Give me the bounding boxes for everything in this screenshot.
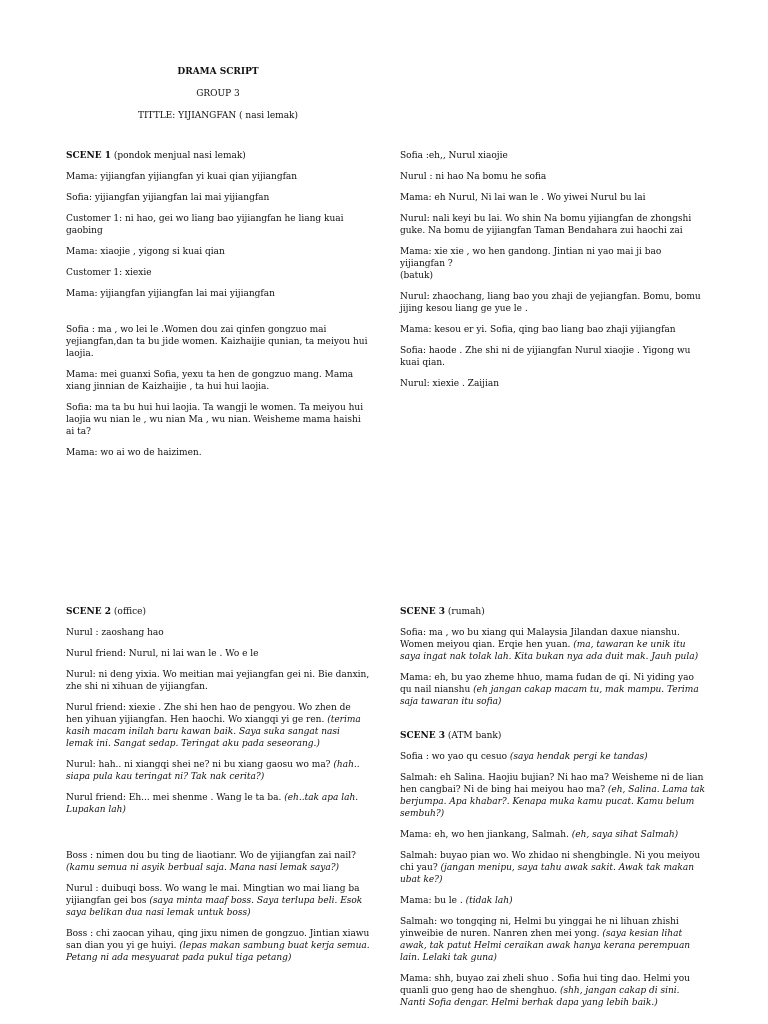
dialogue-line: Nurul: zhaochang, liang bao you zhaji de yejiangfan. Bomu, bomu jijing kesou liang ge yue le . xyxy=(400,292,701,314)
dialogue-line: Nurul: hah.. ni xiangqi shei ne? ni bu xiang gaosu wo ma? (hah.. siapa pula kau teringat ni? Tak nak cerita?) xyxy=(66,760,360,782)
translation: (lepas makan sambung buat kerja semua. Petang ni ada mesyuarat pada pukul tiga petang) xyxy=(66,941,370,963)
translation: (hah.. siapa pula kau teringat ni? Tak nak cerita?) xyxy=(66,760,360,782)
dialogue-line: Nurul : zaoshang hao xyxy=(66,628,164,638)
scene-3-heading xyxy=(400,606,706,618)
scene-2-column xyxy=(66,606,370,973)
translation: (jangan menipu, saya tahu awak sakit. Awak tak makan ubat ke?) xyxy=(400,863,695,885)
translation: (saya kesian lihat awak, tak patut Helmi ceraikan awak hanya kerana perempuan lain. Lelaki tak guna) xyxy=(400,929,691,963)
dialogue-line: Mama: eh Nurul, Ni lai wan le . Wo yiwei Nurul bu lai xyxy=(400,193,646,203)
dialogue-line: Mama: xie xie , wo hen gandong. Jintian ni yao mai ji bao yijiangfan ? xyxy=(400,247,662,269)
document-title: DRAMA SCRIPT xyxy=(177,67,259,77)
dialogue-line: Mama: bu le . (tidak lah) xyxy=(400,896,513,906)
translation: (eh..tak apa lah. Lupakan lah) xyxy=(66,793,359,815)
dialogue-line: Nurul: xiexie . Zaijian xyxy=(400,379,500,389)
dialogue-line: Mama: eh, wo hen jiankang, Salmah. (eh, saya sihat Salmah) xyxy=(400,830,679,840)
dialogue-line: Sofia: ma ta bu hui hui laojia. Ta wangji le women. Ta meiyou hui laojia wu nian le , wu nian Ma , wu nian. Weisheme mama haishi ai ta? xyxy=(66,403,364,437)
dialogue-line: Nurul : ni hao Na bomu he sofia xyxy=(400,172,547,182)
dialogue-line: Sofia: haode . Zhe shi ni de yijiangfan Nurul xiaojie . Yigong wu kuai qian. xyxy=(400,346,691,368)
scene-1-heading xyxy=(66,150,370,162)
dialogue-line: Boss : nimen dou bu ting de liaotianr. Wo de yijiangfan zai nail? (kamu semua ni asyik berbual saja. Mana nasi lemak saya?) xyxy=(66,851,356,873)
dialogue-line: Customer 1: xiexie xyxy=(66,268,152,278)
scene-3-atm-heading xyxy=(400,730,706,742)
scene-heading: SCENE 3 xyxy=(400,731,446,741)
dialogue-line: Mama: yijiangfan yijiangfan lai mai yijiangfan xyxy=(66,289,275,299)
stage-direction: (batuk) xyxy=(400,271,434,281)
dialogue-line: Salmah: wo tongqing ni, Helmi bu yinggai he ni lihuan zhishi yinweibie de nuren. Nanren zhen mei yong. (saya kesian lihat awak, tak patut Helmi ceraikan awak hanya kerana perempuan lain. Lelaki tak guna) xyxy=(400,917,691,963)
dialogue-line: Sofia :eh,, Nurul xiaojie xyxy=(400,151,508,161)
dialogue-line: Nurul friend: Nurul, ni lai wan le . Wo e le xyxy=(66,649,259,659)
dialogue-line: Mama: xiaojie , yigong si kuai qian xyxy=(66,247,225,257)
dialogue-line: Nurul friend: Eh... mei shenme . Wang le ta ba. (eh..tak apa lah. Lupakan lah) xyxy=(66,793,359,815)
dialogue-line: Sofia : ma , wo lei le .Women dou zai qinfen gongzuo mai yejiangfan,dan ta bu jide women. Kaizhaijie qunian, ta meiyou hui laojia. xyxy=(66,325,368,359)
scene-location: (rumah) xyxy=(447,607,485,617)
translation: (kamu semua ni asyik berbual saja. Mana nasi lemak saya?) xyxy=(66,863,340,873)
dialogue-line: Salmah: buyao pian wo. Wo zhidao ni shengbingle. Ni you meiyou chi yau? (jangan menipu, saya tahu awak sakit. Awak tak makan ubat ke?) xyxy=(400,851,701,885)
dialogue-line: Boss : chi zaocan yihau, qing jixu nimen de gongzuo. Jintian xiawu san dian you yi ge huiyi. (lepas makan sambung buat kerja semua. Petang ni ada mesyuarat pada pukul tiga petang) xyxy=(66,929,370,963)
translation: (ma, tawaran ke unik itu saya ingat nak tolak lah. Kita bukan nya ada duit mak. Jauh pula) xyxy=(400,640,699,662)
scene-1-column xyxy=(66,150,370,468)
dialogue-line: Nurul: nali keyi bu lai. Wo shin Na bomu yijiangfan de zhongshi guke. Na bomu de yijiangfan Taman Bendahara zui haochi zai xyxy=(400,214,692,236)
dialogue-line: Nurul friend: xiexie . Zhe shi hen hao de pengyou. Wo zhen de hen yihuan yijiangfan. Hen haochi. Wo xiangqi yi ge ren. (terima kasih macam inilah baru kawan baik. Saya suka sangat nasi lemak ini. Sangat sedap. Teringat aku pada seseorang.) xyxy=(66,703,361,749)
translation: (saya minta maaf boss. Saya terlupa beli. Esok saya belikan dua nasi lemak untuk boss) xyxy=(66,896,363,918)
dialogue-line: Salmah: eh Salina. Haojiu bujian? Ni hao ma? Weisheme ni de lian hen cangbai? Ni de bing hai meiyou hao ma? (eh, Salina. Lama tak berjumpa. Apa khabar?. Kenapa muka kamu pucat. Kamu belum sembuh?) xyxy=(400,773,705,819)
dialogue-line: Sofia : wo yao qu cesuo (saya hendak pergi ke tandas) xyxy=(400,752,648,762)
translation: (saya hendak pergi ke tandas) xyxy=(509,752,648,762)
group-label: GROUP 3 xyxy=(196,89,240,99)
dialogue-line: Mama: yijiangfan yijiangfan yi kuai qian yijiangfan xyxy=(66,172,298,182)
dialogue-line: Mama: kesou er yi. Sofia, qing bao liang bao zhaji yijiangfan xyxy=(400,325,676,335)
dialogue-line: Mama: wo ai wo de haizimen. xyxy=(66,448,202,458)
dialogue-line: Sofia: ma , wo bu xiang qui Malaysia Jilandan daxue nianshu. Women meiyou qian. Erqie hen yuan. (ma, tawaran ke unik itu saya ingat nak tolak lah. Kita bukan nya ada duit mak. Jauh pula) xyxy=(400,628,699,662)
translation: (eh, Salina. Lama tak berjumpa. Apa khabar?. Kenapa muka kamu pucat. Kamu belum sembuh?) xyxy=(400,785,705,819)
scene-heading: SCENE 1 xyxy=(66,151,112,161)
scene-2-heading xyxy=(66,606,370,618)
scene-location: (pondok menjual nasi lemak) xyxy=(113,151,246,161)
dialogue-line: Mama: shh, buyao zai zheli shuo . Sofia hui ting dao. Helmi you quanli guo geng hao de shenghuo. (shh, jangan cakap di sini. Nanti Sofia dengar. Helmi berhak dapa yang lebih baik.) xyxy=(400,974,690,1008)
dialogue-line: Mama: eh, bu yao zheme hhuo, mama fudan de qi. Ni yiding yao qu nail nianshu (eh jangan cakap macam tu, mak mampu. Terima saja tawaran itu sofia) xyxy=(400,673,699,707)
scene-heading: SCENE 3 xyxy=(400,607,446,617)
translation: (tidak lah) xyxy=(465,896,513,906)
scene-1-continued-column xyxy=(400,150,706,399)
translation: (eh, saya sihat Salmah) xyxy=(571,830,679,840)
scene-location: (ATM bank) xyxy=(447,731,502,741)
scene-3-column xyxy=(400,606,706,1018)
tittle-line: TITTLE: YIJIANGFAN ( nasi lemak) xyxy=(137,111,299,121)
scene-location: (office) xyxy=(113,607,146,617)
dialogue-line: Customer 1: ni hao, gei wo liang bao yijiangfan he liang kuai gaobing xyxy=(66,214,344,236)
translation: (shh, jangan cakap di sini. Nanti Sofia dengar. Helmi berhak dapa yang lebih baik.) xyxy=(400,986,680,1008)
scene-heading: SCENE 2 xyxy=(66,607,112,617)
translation: (eh jangan cakap macam tu, mak mampu. Terima saja tawaran itu sofia) xyxy=(400,685,699,707)
dialogue-line: Mama: mei guanxi Sofia, yexu ta hen de gongzuo mang. Mama xiang jinnian de Kaizhaijie , ta hui hui laojia. xyxy=(66,370,354,392)
dialogue-line: Nurul: ni deng yixia. Wo meitian mai yejiangfan gei ni. Bie danxin, zhe shi ni xihuan de yijiangfan. xyxy=(66,670,370,692)
dialogue-line: Nurul : duibuqi boss. Wo wang le mai. Mingtian wo mai liang ba yijiangfan gei bos (saya minta maaf boss. Saya terlupa beli. Esok saya belikan dua nasi lemak untuk boss) xyxy=(66,884,363,918)
dialogue-line: Sofia: yijiangfan yijiangfan lai mai yijiangfan xyxy=(66,193,270,203)
translation: (terima kasih macam inilah baru kawan baik. Saya suka sangat nasi lemak ini. Sangat sedap. Teringat aku pada seseorang.) xyxy=(66,715,361,749)
